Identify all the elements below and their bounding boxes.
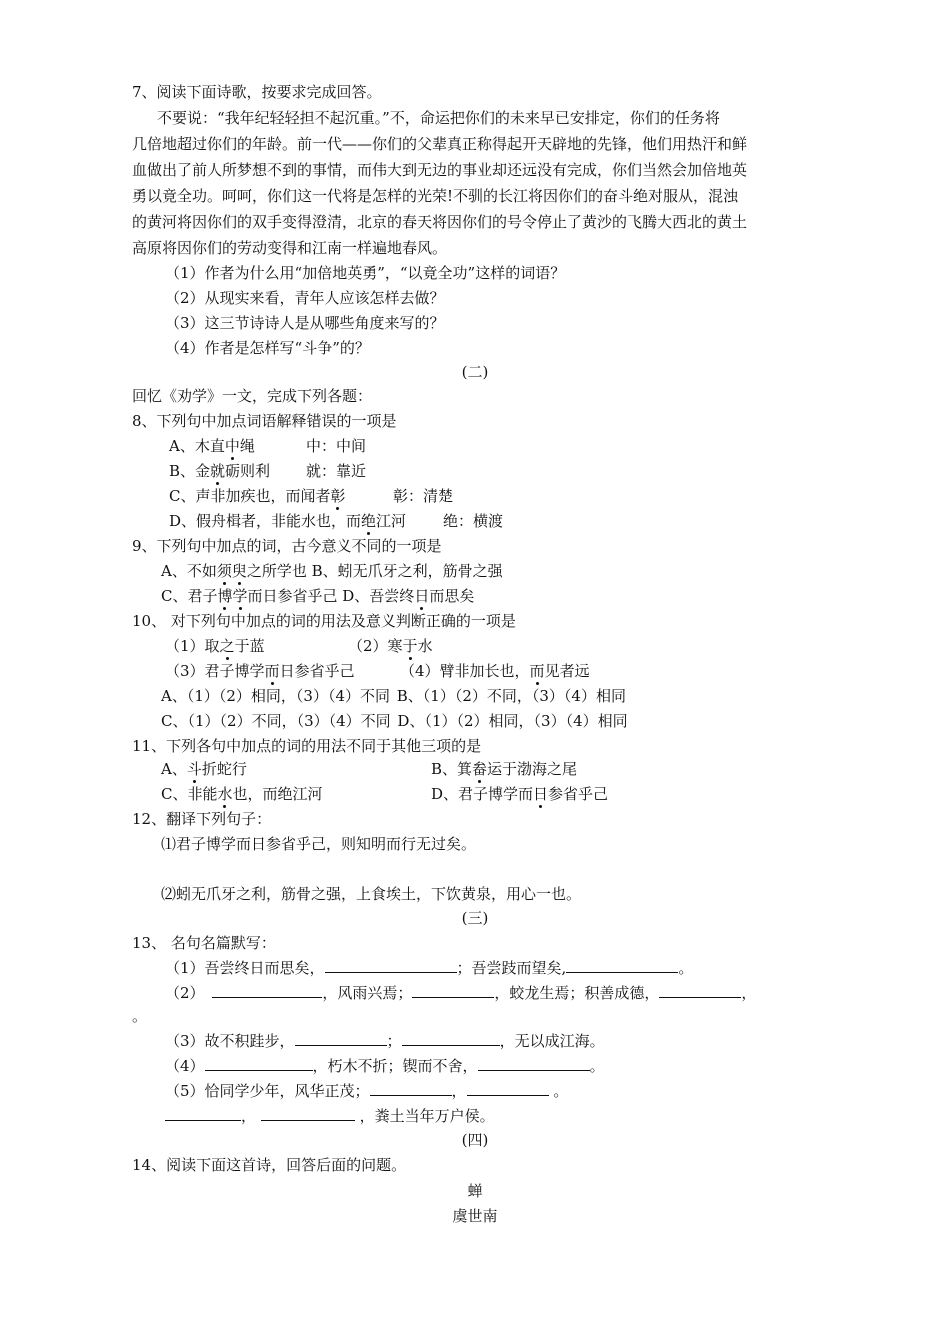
q7-subquestion: （4）作者是怎样写“斗争”的？ <box>165 339 370 357</box>
section-heading: (三) <box>461 909 489 927</box>
q9-options-ab: A、不如须臾之所学也 B、蚓无爪牙之利，筋骨之强 <box>161 562 503 580</box>
q13-line-3: （3）故不积跬步， ； ，无以成江海。 <box>165 1032 605 1050</box>
q9-heading: 9、下列句中加点的词，古今意义不同的一项是 <box>132 537 442 555</box>
q13-line-1: （1）吾尝终日而思矣， ；吾尝跂而望矣, 。 <box>165 959 694 977</box>
q12-sentence: ⑵蚓无爪牙之利，筋骨之强，上食埃土，下饮黄泉，用心一也。 <box>161 885 582 903</box>
section-heading: (二) <box>461 363 489 381</box>
q14-heading: 14、阅读下面这首诗，回答后面的问题。 <box>132 1156 407 1174</box>
answer-blank[interactable] <box>295 1031 387 1046</box>
q8-heading: 8、下列句中加点词语解释错误的一项是 <box>132 412 397 430</box>
q8-option-d-explain: 绝：横渡 <box>443 512 504 530</box>
q7-subquestion: （2）从现实来看，青年人应该怎样去做？ <box>165 289 445 307</box>
q10-item: （4）臂非加长也，而见者远 <box>400 662 590 680</box>
answer-blank[interactable] <box>325 958 457 973</box>
q8-option-c-explain: 彰：清楚 <box>393 487 454 505</box>
q10-options-ab: A、（1）（2）相同，（3）（4）不同 B、（1）（2）不同，（3）（4）相同 <box>161 687 626 705</box>
q13-heading: 13、 名句名篇默写： <box>132 934 276 952</box>
answer-blank[interactable] <box>165 1106 241 1121</box>
section-intro: 回忆《劝学》一文，完成下列各题： <box>132 387 373 405</box>
answer-blank[interactable] <box>205 1056 313 1071</box>
q11-option-c: C、非能水也，而绝江河 <box>161 785 323 803</box>
q13-line-4: （4） ，朽木不折；锲而不舍， 。 <box>165 1057 605 1075</box>
q11-option-d: D、君子博学而日参省乎己 <box>431 785 609 803</box>
q7-subquestion: （1）作者为什么用“加倍地英勇”，“以竟全功”这样的词语？ <box>165 264 566 282</box>
q11-heading: 11、下列各句中加点的词的用法不同于其他三项的是 <box>132 737 482 755</box>
q7-poem-line: 血做出了前人所梦想不到的事情，而伟大到无边的事业却还远没有完成，你们当然会加倍地英 <box>132 161 748 179</box>
q10-heading: 10、 对下列句中加点的词的用法及意义判断正确的一项是 <box>132 612 516 630</box>
q13-line-5: （5）恰同学少年，风华正茂； ， 。 <box>165 1082 569 1100</box>
answer-blank[interactable] <box>370 1081 452 1096</box>
q8-option-c: C、声非加疾也，而闻者彰 <box>169 487 346 505</box>
q10-item: （2）寒于水 <box>348 637 433 655</box>
poem-title: 蝉 <box>467 1182 483 1200</box>
q8-option-a-explain: 中：中间 <box>306 437 367 455</box>
answer-blank[interactable] <box>261 1106 355 1121</box>
q7-poem-line: 几倍地超过你们的年龄。前一代——你们的父辈真正称得起开天辟地的先锋，他们用热汗和鲜 <box>132 135 748 153</box>
q12-heading: 12、翻译下列句子： <box>132 810 272 828</box>
answer-blank[interactable] <box>659 983 741 998</box>
q11-option-a: A、斗折蛇行 <box>161 760 247 778</box>
section-heading: (四) <box>461 1131 489 1149</box>
q7-poem-line: 不要说：“我年纪轻轻担不起沉重。”不，命运把你们的未来早已安排定，你们的任务将 <box>157 109 720 127</box>
q9-options-cd: C、君子博学而日参省乎己 D、吾尝终日而思矣 <box>161 587 475 605</box>
q10-item: （3）君子博学而日参省乎己 <box>165 662 355 680</box>
q8-option-d: D、假舟楫者，非能水也，而绝江河 <box>169 512 407 530</box>
q7-subquestion: （3）这三节诗诗人是从哪些角度来写的？ <box>165 314 445 332</box>
q13-line-2-end: 。 <box>132 1007 148 1025</box>
q13-line-6: ， ，粪土当年万户侯。 <box>165 1106 495 1126</box>
q10-item: （1）取之于蓝 <box>165 637 265 655</box>
answer-blank[interactable] <box>402 1031 500 1046</box>
poem-author: 虞世南 <box>452 1207 498 1225</box>
q7-poem-line: 的黄河将因你们的双手变得澄清，北京的春天将因你们的号令停止了黄沙的飞腾大西北的黄土 <box>132 213 748 231</box>
answer-blank[interactable] <box>566 958 678 973</box>
q8-option-b: B、金就砺则利 <box>169 462 271 480</box>
answer-blank[interactable] <box>467 1081 549 1096</box>
q7-poem-line: 高原将因你们的劳动变得和江南一样遍地春风。 <box>132 239 448 257</box>
q8-option-b-explain: 就：靠近 <box>306 462 367 480</box>
q12-sentence: ⑴君子博学而日参省乎己，则知明而行无过矣。 <box>161 835 477 853</box>
q8-option-a: A、木直中绳 <box>169 437 255 455</box>
q10-options-cd: C、（1）（2）不同，（3）（4）不同 D、（1）（2）相同，（3）（4）相同 <box>161 712 628 730</box>
q13-line-2: （2） ，风雨兴焉； ，蛟龙生焉；积善成德， ， <box>165 984 757 1002</box>
q11-option-b: B、箕畚运于渤海之尾 <box>431 760 578 778</box>
q7-heading: 7、阅读下面诗歌，按要求完成回答。 <box>132 83 382 101</box>
q7-poem-line: 勇以竟全功。呵呵，你们这一代将是怎样的光荣!不驯的长江将因你们的奋斗绝对服从，混浊 <box>132 187 739 205</box>
answer-blank[interactable] <box>478 1056 590 1071</box>
answer-blank[interactable] <box>212 983 322 998</box>
answer-blank[interactable] <box>412 983 494 998</box>
